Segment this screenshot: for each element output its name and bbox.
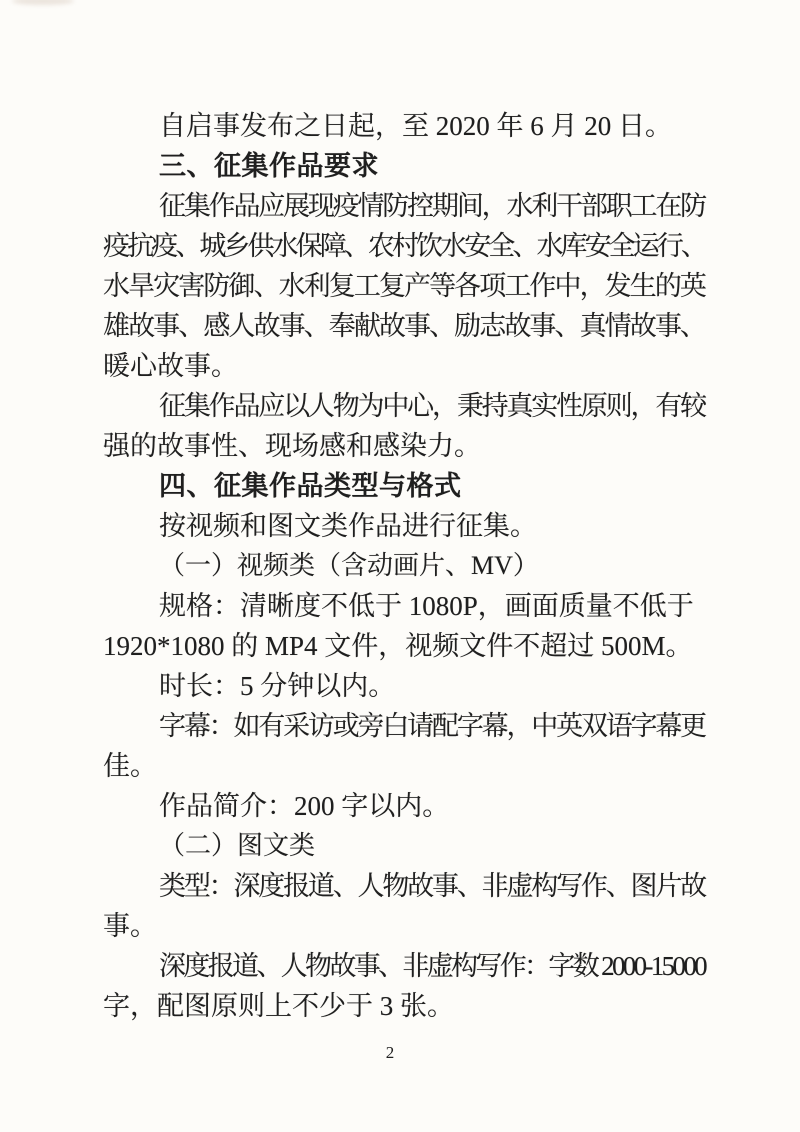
text-line-content: 暖心故事。 [103, 351, 238, 381]
text-line-content: 作品简介：200 字以内。 [159, 791, 450, 821]
text-line-content: 类型：深度报道、人物故事、非虚构写作、图片故 [159, 871, 705, 901]
text-line-content: 征集作品应展现疫情防控期间，水利干部职工在防 [159, 191, 705, 221]
text-line-content: 1920*1080 的 MP4 文件，视频文件不超过 500M。 [103, 631, 693, 661]
text-line-content: 按视频和图文类作品进行征集。 [159, 511, 537, 541]
text-line [103, 706, 705, 746]
text-line-content: 自启事发布之日起，至 2020 年 6 月 20 日。 [159, 111, 672, 141]
page-number: 2 [385, 1043, 395, 1062]
text-line [103, 586, 705, 626]
text-line [103, 386, 705, 426]
text-line [103, 546, 705, 586]
text-line [103, 266, 705, 306]
text-line-content: 规格：清晰度不低于 1080P，画面质量不低于 [159, 591, 694, 621]
section-heading [103, 466, 705, 506]
text-line [103, 746, 705, 786]
section-heading [103, 146, 705, 186]
text-line [103, 626, 705, 666]
text-line [103, 106, 705, 146]
text-line [103, 866, 705, 906]
text-line [103, 786, 705, 826]
text-line-content: 三、征集作品要求 [159, 151, 379, 181]
text-line [103, 226, 705, 266]
text-line-content: 强的故事性、现场感和感染力。 [103, 431, 481, 461]
text-line [103, 986, 705, 1026]
text-line [103, 426, 705, 466]
text-line-content: 事。 [103, 911, 157, 941]
text-line [103, 346, 705, 386]
text-line-content: （二）图文类 [159, 831, 316, 860]
document-lines [103, 106, 705, 1026]
text-line-content: 时长：5 分钟以内。 [159, 671, 396, 701]
text-line [103, 906, 705, 946]
text-line [103, 306, 705, 346]
text-line [103, 186, 705, 226]
text-line-content: 征集作品应以人物为中心，秉持真实性原则，有较 [159, 391, 705, 421]
text-line-content: 雄故事、感人故事、奉献故事、励志故事、真情故事、 [103, 311, 705, 341]
text-line-content: 水旱灾害防御、水利复工复产等各项工作中，发生的英 [103, 271, 705, 301]
text-line [103, 946, 705, 986]
text-line-content: 疫抗疫、城乡供水保障、农村饮水安全、水库安全运行、 [103, 231, 705, 261]
text-line [103, 506, 705, 546]
text-line-content: （一）视频类（含动画片、MV） [159, 551, 539, 580]
text-line-content: 深度报道、人物故事、非虚构写作：字数 2000-15000 [159, 951, 705, 981]
text-line [103, 666, 705, 706]
text-line-content: 字，配图原则上不少于 3 张。 [103, 991, 454, 1021]
text-line-content: 佳。 [103, 751, 157, 781]
text-line-content: 四、征集作品类型与格式 [159, 471, 462, 501]
text-line [103, 826, 705, 866]
text-line-content: 字幕：如有采访或旁白请配字幕，中英双语字幕更 [159, 711, 705, 741]
smudge-mark [12, 0, 74, 5]
